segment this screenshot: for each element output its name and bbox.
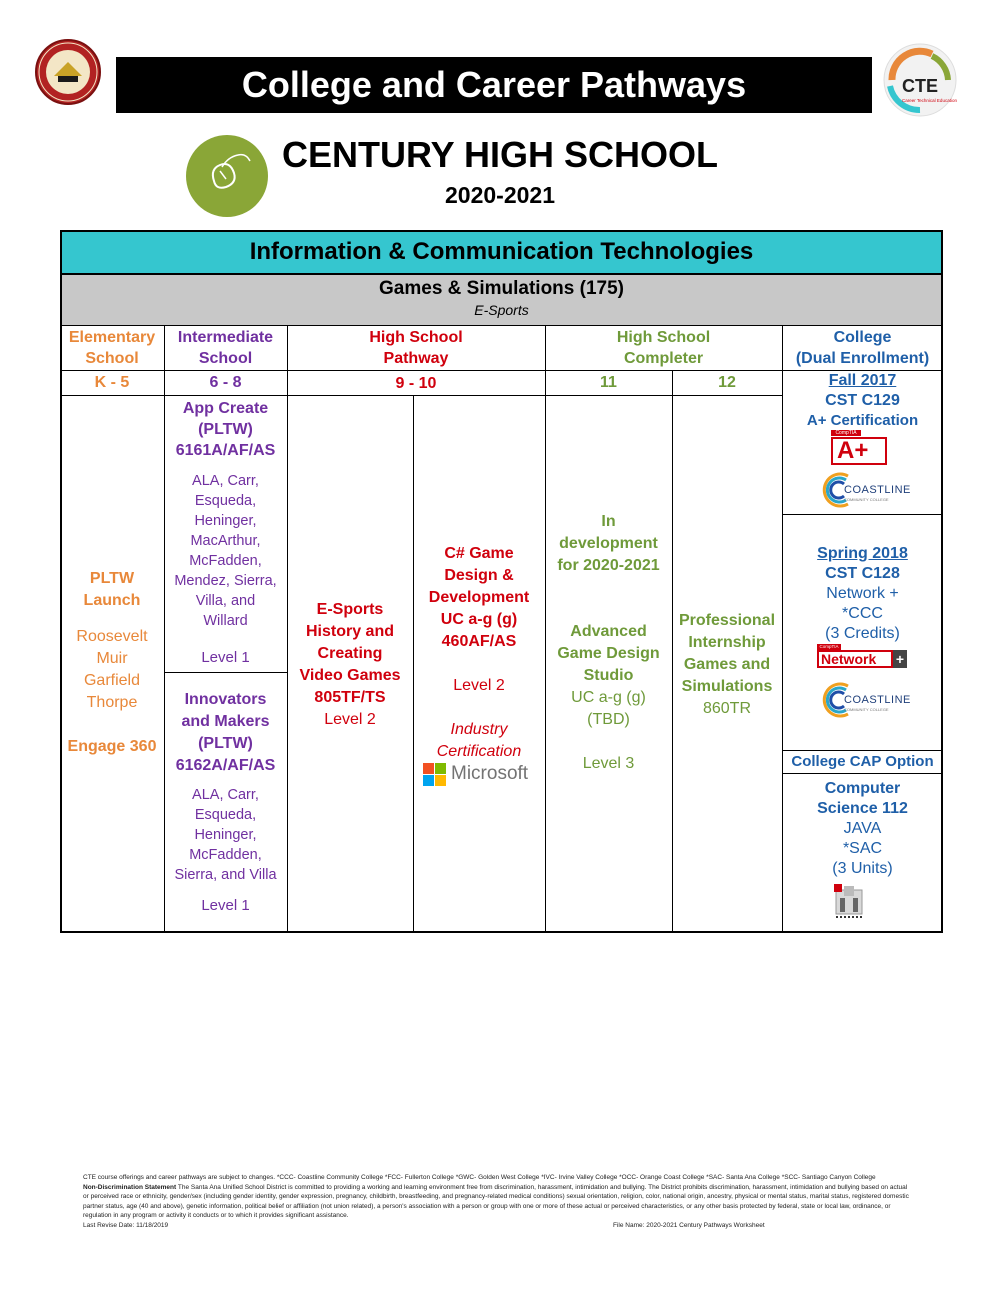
course-title: and Makers <box>181 713 270 730</box>
school-name-item: Garfield <box>83 672 141 689</box>
course-title: Video Games <box>299 667 401 684</box>
course-advanced-game-design <box>545 511 672 775</box>
course-code: 6161A/AF/AS <box>175 442 276 459</box>
industry-cert-label: Certification <box>436 743 522 760</box>
course-title: Professional <box>678 612 776 629</box>
non-discrimination-statement <box>83 1183 913 1221</box>
col-header-hs-pathway <box>287 327 545 369</box>
course-title: Launch <box>83 592 141 609</box>
row-divider <box>60 395 782 396</box>
course-title: Simulations <box>681 678 773 695</box>
school-name-item: Esqueda, <box>194 493 257 509</box>
college-course: CST C129 <box>825 392 900 409</box>
school-name-item: Heninger, <box>194 827 257 843</box>
college-term: Fall 2017 <box>828 372 897 389</box>
page-title-bar <box>116 57 872 113</box>
coastline-label: COASTLINE <box>844 484 911 496</box>
school-name-item: McFadden, <box>189 553 262 569</box>
network-badge: Network <box>817 650 893 668</box>
college-course: Science 112 <box>817 800 908 817</box>
school-name-item: Roosevelt <box>76 628 148 645</box>
col-header-label: (Dual Enrollment) <box>795 350 930 367</box>
grade-11: 11 <box>600 374 617 391</box>
col-header-label: Pathway <box>383 350 449 367</box>
course-title: Development <box>428 589 530 606</box>
coastline-sub-label: COMMUNITY COLLEGE <box>844 707 889 712</box>
school-name-item: Willard <box>203 613 248 629</box>
college-spring-2018 <box>782 544 943 644</box>
microsoft-label: Microsoft <box>451 763 529 784</box>
col-header-label: Intermediate <box>177 329 274 346</box>
plus-icon: + <box>893 650 907 668</box>
college-detail: (3 Credits) <box>825 625 900 642</box>
school-name-item: Villa, and <box>195 593 256 609</box>
row-divider <box>60 325 943 326</box>
college-detail: Network + <box>826 585 899 602</box>
course-detail: (TBD) <box>587 711 630 728</box>
intermediate-app-create <box>164 398 287 668</box>
course-detail: UC a-g (g) <box>571 689 646 706</box>
col-header-label: College <box>833 329 892 346</box>
row-divider <box>782 514 943 515</box>
coastline-college-logo <box>820 680 910 722</box>
course-title: C# Game <box>444 545 514 562</box>
comptia-label: CompTIA <box>817 644 841 650</box>
table-border-bottom <box>60 931 943 933</box>
row-divider <box>164 672 287 673</box>
industry-cert-label: Industry <box>450 721 508 738</box>
course-code: 460AF/AS <box>441 633 517 650</box>
course-title: (PLTW) <box>198 421 253 438</box>
page-title: College and Career Pathways <box>241 64 747 105</box>
grade-k5: K - 5 <box>94 374 130 391</box>
college-fall-2017 <box>782 371 943 431</box>
course-level: Level 1 <box>201 649 250 666</box>
school-name-item: Sierra, and Villa <box>174 867 277 883</box>
pathway-header <box>60 275 943 325</box>
course-title: Studio <box>583 667 634 684</box>
row-divider <box>782 750 943 751</box>
footer <box>83 1173 913 1231</box>
col-header-label: School <box>198 350 253 367</box>
pathway-table <box>60 230 943 933</box>
comptia-label: CompTIA <box>831 430 861 436</box>
santa-ana-college-icon <box>834 884 866 920</box>
course-title: Innovators <box>184 691 267 708</box>
school-name-item: Muir <box>96 650 128 667</box>
footer-disclaimer: CTE course offerings and career pathways are subject to changes. *CCC- Coastline Community College *FCC- Fullerton College *GWC- Golden West College *IVC- Irvine Valley College *OCC- Orange Coast College *SAC- Santa Ana College *SCC- Santiago Canyon College <box>83 1174 876 1181</box>
course-title: Creating <box>317 645 383 662</box>
coastline-sub-label: COMMUNITY COLLEGE <box>844 497 889 502</box>
col-header-label: High School <box>369 329 463 346</box>
coastline-college-logo <box>820 470 910 512</box>
sector-header: Information & Communication Technologies <box>60 230 943 275</box>
col-header-college <box>782 327 943 369</box>
dev-note: In <box>601 513 616 530</box>
college-detail: *CCC <box>842 605 883 622</box>
school-name-item: MacArthur, <box>190 533 261 549</box>
course-code: 805TF/TS <box>314 689 386 706</box>
cte-sub-label: Career Technical Education <box>902 98 957 103</box>
course-code: 860TR <box>702 700 752 717</box>
college-computer-science <box>782 779 943 879</box>
grade-9-10: 9 - 10 <box>395 375 437 392</box>
school-name-item: McFadden, <box>189 847 262 863</box>
comptia-network-logo <box>817 644 909 670</box>
course-title: UC a-g (g) <box>440 611 518 628</box>
course-level: Level 1 <box>201 897 250 914</box>
district-seal-logo <box>30 38 114 106</box>
course-csharp <box>413 543 545 763</box>
course-code: 6162A/AF/AS <box>175 757 276 774</box>
college-detail: (3 Units) <box>832 860 893 877</box>
college-course: CST C128 <box>825 565 900 582</box>
course-title: E-Sports <box>316 601 384 618</box>
college-detail: *SAC <box>842 840 883 857</box>
microsoft-icon <box>423 763 447 787</box>
col-header-label: Completer <box>623 350 704 367</box>
college-term: Spring 2018 <box>817 545 908 562</box>
dev-note: development <box>559 535 658 552</box>
course-level: Level 2 <box>453 677 505 694</box>
course-title: App Create <box>182 400 269 417</box>
course-title: Advanced <box>570 623 647 640</box>
course-title: Game Design <box>557 645 660 662</box>
col-header-label: Elementary <box>68 329 156 346</box>
intermediate-innovators <box>164 689 287 917</box>
comptia-a-plus-logo <box>831 430 891 468</box>
nd-text: The Santa Ana Unified School District is committed to providing a working and learning environment free from discrimination, harassment, intimidation and bullying. The District prohibits discrimination, harassment, intimidation and bullying based on actual or perceived race or ethnicity, gender/sex (including gender identity, gender expression, pregnancy, childbirth, breastfeeding, and pregnancy-related medical conditions) sexual orientation, religion, color, national origin, ancestry, physical or mental status, marital status, registered domestic partner status, age (40 and above), genetic information, political belief or affiliation (not union related), a person's association with a person or group with one or more of these actual or perceived characteristics, or any other basis protected by federal, state or local law, ordinance, or regulation in any program or activity it conducts or to which it provides significant assistance. <box>83 1183 909 1219</box>
file-name: File Name: 2020-2021 Century Pathways Worksheet <box>613 1221 765 1229</box>
school-name-item: Mendez, Sierra, <box>174 573 277 589</box>
course-esports <box>287 599 413 731</box>
college-detail: JAVA <box>843 820 882 837</box>
college-course: Computer <box>824 780 901 797</box>
grade-6-8: 6 - 8 <box>209 374 242 391</box>
school-name-item: ALA, Carr, <box>192 473 259 489</box>
school-name-item: Heninger, <box>194 513 257 529</box>
revise-date: Last Revise Date: 11/18/2019 <box>83 1221 169 1229</box>
grade-12: 12 <box>718 374 736 391</box>
course-title: Games and <box>683 656 771 673</box>
dev-note: for 2020-2021 <box>557 557 660 574</box>
course-title: Design & <box>444 567 514 584</box>
school-name-item: ALA, Carr, <box>192 787 259 803</box>
course-title: History and <box>305 623 394 640</box>
elementary-extra: Engage 360 <box>67 738 157 755</box>
col-header-hs-completer <box>545 327 782 369</box>
course-level: Level 2 <box>324 711 376 728</box>
col-header-elementary <box>60 327 164 369</box>
school-year: 2020-2021 <box>445 182 555 208</box>
course-professional-internship <box>672 610 782 720</box>
school-name-item: Thorpe <box>86 694 138 711</box>
cte-logo <box>872 40 968 120</box>
a-plus-badge: A+ <box>831 437 887 465</box>
school-name: CENTURY HIGH SCHOOL <box>281 134 719 175</box>
col-header-label: High School <box>616 329 711 346</box>
microsoft-logo <box>423 762 535 788</box>
nd-label: Non-Discrimination Statement <box>83 1183 177 1191</box>
table-border-top <box>60 230 943 232</box>
pathway-subtitle: E-Sports <box>474 302 529 318</box>
coastline-label: COASTLINE <box>844 694 911 706</box>
school-name-item: Esqueda, <box>194 807 257 823</box>
college-cert: A+ Certification <box>806 412 919 429</box>
row-divider <box>782 773 943 774</box>
course-level: Level 3 <box>582 755 635 772</box>
col-header-label: School <box>85 350 139 367</box>
college-cap-option: College CAP Option <box>791 753 934 770</box>
course-title: PLTW <box>89 570 135 587</box>
course-title: (PLTW) <box>198 735 253 752</box>
cte-label: CTE <box>902 76 938 96</box>
elementary-cell <box>60 568 164 758</box>
col-header-intermediate <box>164 327 287 369</box>
course-title: Internship <box>688 634 766 651</box>
pathway-name: Games & Simulations (175) <box>379 278 624 299</box>
